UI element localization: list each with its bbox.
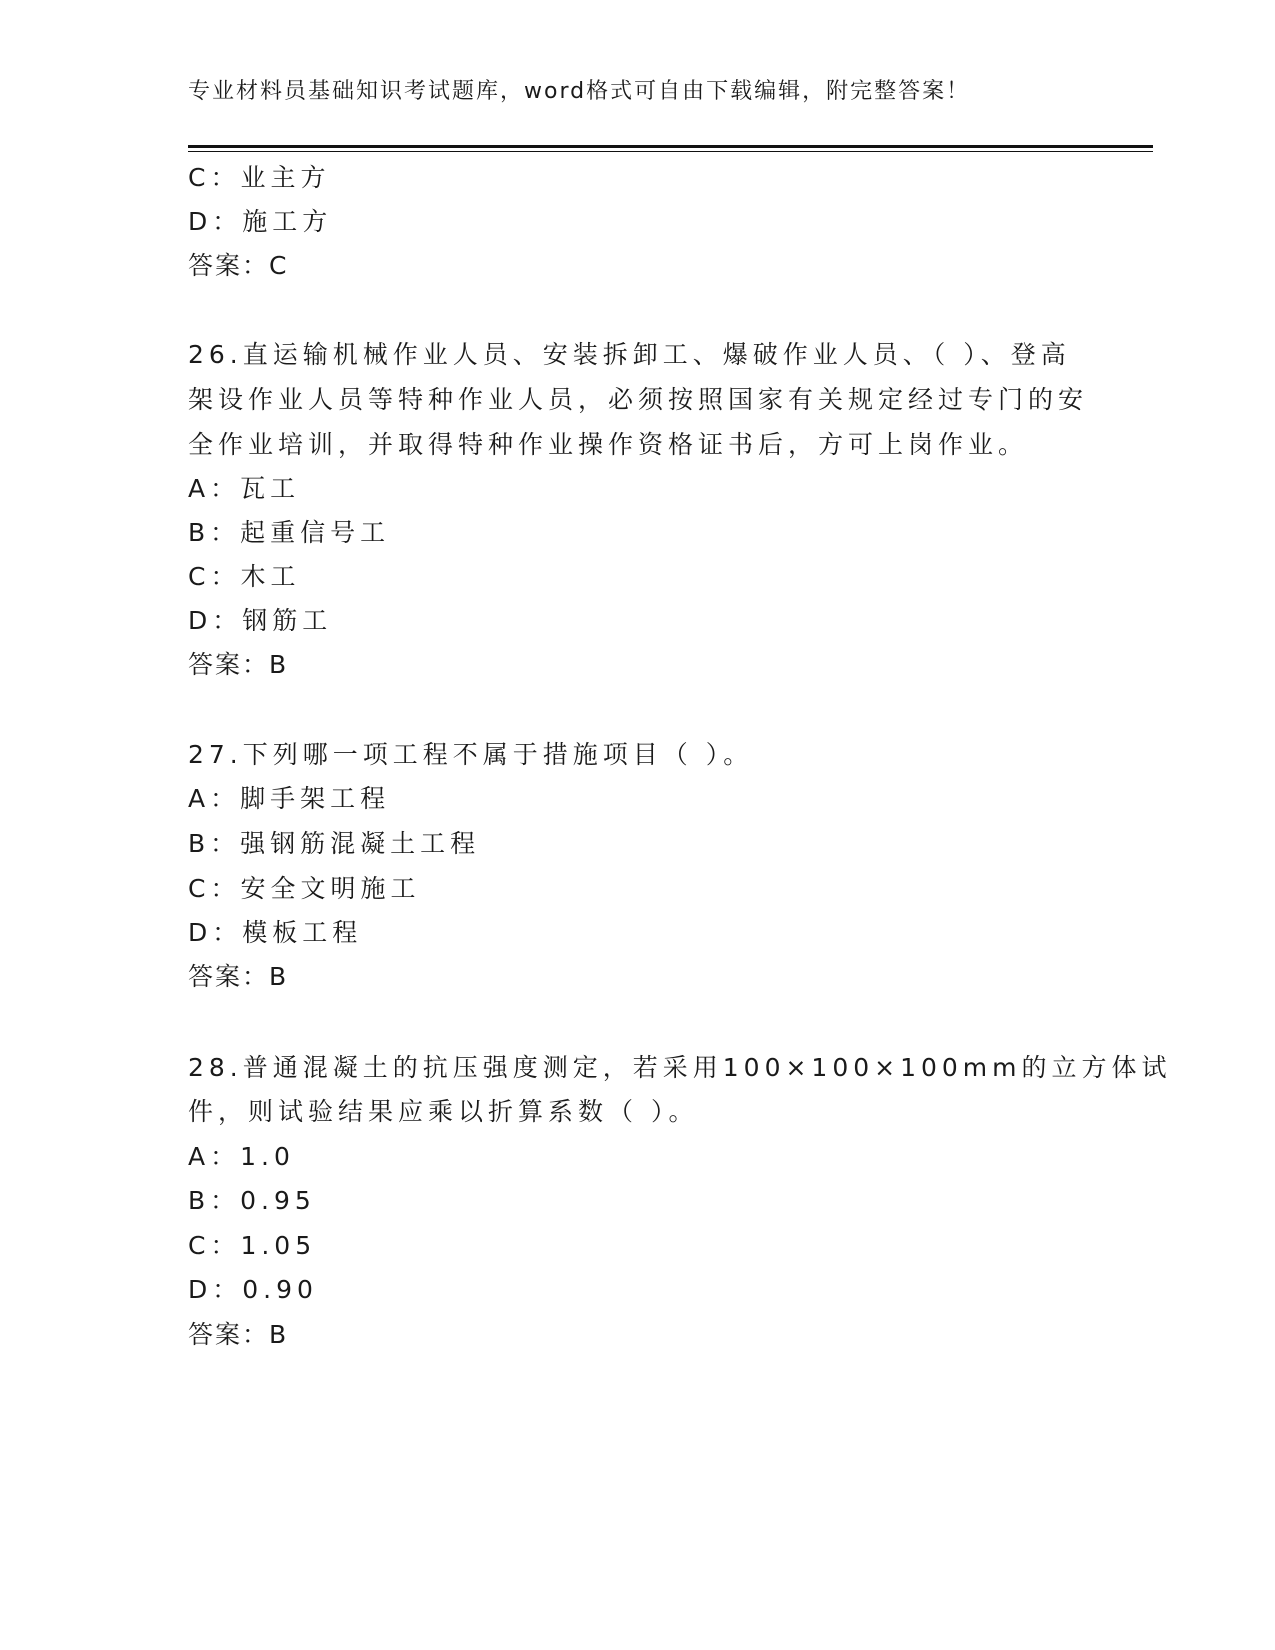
q28-option-a: A：1.0 xyxy=(188,1142,295,1171)
q28-stem-line-1: 28.普通混凝土的抗压强度测定，若采用100×100×100mm的立方体试 xyxy=(188,1053,1172,1082)
q27-option-c: C：安全文明施工 xyxy=(188,874,421,903)
q26-answer: 答案：B xyxy=(188,650,289,679)
q25-option-c: C：业主方 xyxy=(188,163,331,192)
q26-option-d: D：钢筋工 xyxy=(188,606,333,635)
q27-stem: 27.下列哪一项工程不属于措施项目（ ）。 xyxy=(188,740,754,769)
q26-stem-line-1: 26.直运输机械作业人员、安装拆卸工、爆破作业人员、（ ）、登高 xyxy=(188,340,1071,369)
q26-option-b: B：起重信号工 xyxy=(188,518,391,547)
q25-option-d: D：施工方 xyxy=(188,207,333,236)
q27-option-a: A：脚手架工程 xyxy=(188,784,391,813)
q28-option-b: B：0.95 xyxy=(188,1186,316,1215)
header-rule-thin xyxy=(188,151,1153,152)
q25-answer: 答案：C xyxy=(188,251,289,280)
q26-stem-line-2: 架设作业人员等特种作业人员，必须按照国家有关规定经过专门的安 xyxy=(188,385,1089,414)
q27-option-b: B：强钢筋混凝土工程 xyxy=(188,829,481,858)
q26-stem-line-3: 全作业培训，并取得特种作业操作资格证书后，方可上岗作业。 xyxy=(188,430,1029,459)
q26-option-a: A：瓦工 xyxy=(188,474,301,503)
q27-option-d: D：模板工程 xyxy=(188,918,363,947)
header-rule-thick xyxy=(188,145,1153,148)
q28-stem-line-2: 件，则试验结果应乘以折算系数（ ）。 xyxy=(188,1097,699,1126)
q26-option-c: C：木工 xyxy=(188,562,301,591)
q27-answer: 答案：B xyxy=(188,962,289,991)
q28-option-c: C：1.05 xyxy=(188,1231,317,1260)
q28-option-d: D：0.90 xyxy=(188,1275,318,1304)
q28-answer: 答案：B xyxy=(188,1320,289,1349)
page-header: 专业材料员基础知识考试题库，word格式可自由下载编辑，附完整答案！ xyxy=(188,79,971,104)
